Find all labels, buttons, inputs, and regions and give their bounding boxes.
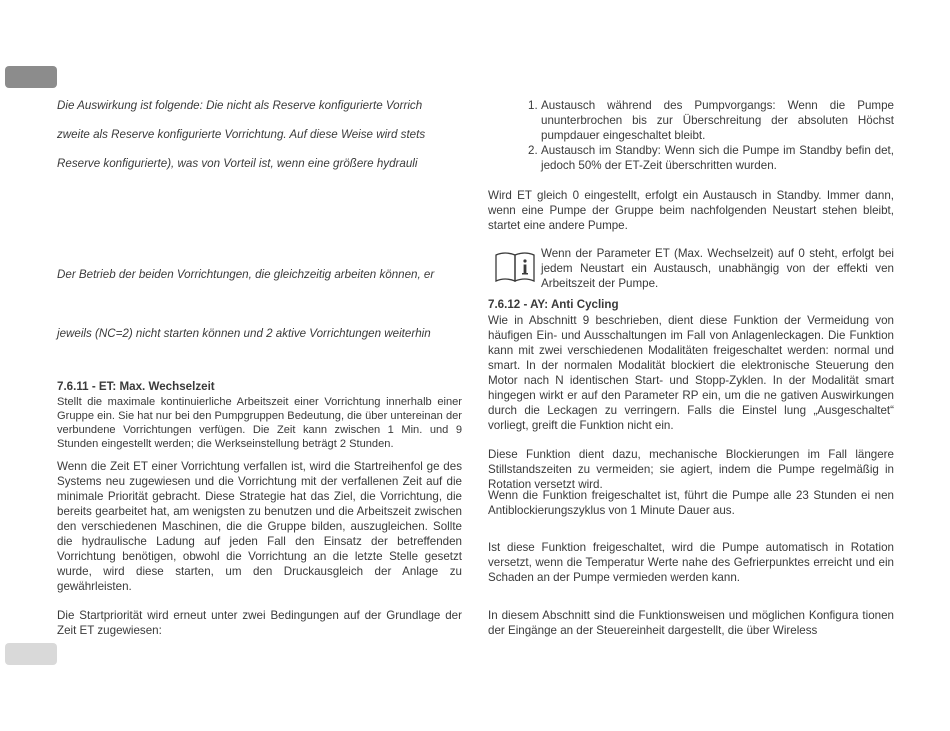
list-number: 1. <box>528 99 538 112</box>
et-explanation: Wenn die Zeit ET einer Vorrichtung verfallen ist, wird die Startreihenfol ge des Systems neu zugewiesen und die Vorrichtung mit der verfallenen Zeit auf die minimale Priorität gebracht. Diese Strategie hat das Ziel, die Vorrichtung, die bereits gearbeitet hat, am wenigsten zu benutzen und die Arbeitszeit zwischen den verschiedenen Maschinen, die die Gruppe bilden, auszugleichen. Sollte die hydraulische Ladung auf jeden Fall den Einsatz der betreffenden Vorrichtung benötigen, obwohl die Vorrichtung an die letzte Stelle gesetzt wurde, wird diese starten, um den Druckausgleich der Anlage zu gewährleisten. <box>57 460 462 593</box>
list-item <box>528 143 894 173</box>
et-zero-text: Wird ET gleich 0 eingestellt, erfolgt ein Austausch in Standby. Immer dann, wenn eine Pumpe der Gruppe beim nachfolgenden Neustart stehen bleibt, startet eine andere Pumpe. <box>488 189 894 232</box>
italic-line: jeweils (NC=2) nicht starten können und 2 aktive Vorrichtungen weiterhin <box>57 327 431 340</box>
list-text: Austausch während des Pumpvorgangs: Wenn die Pumpe ununterbrochen bis zur Überschreitung der absoluten Höchst pumpdauer eingeschaltet bleibt. <box>541 99 894 142</box>
book-info-icon <box>494 249 536 283</box>
info-note <box>494 246 894 292</box>
antifreeze-text: Ist diese Funktion freigeschaltet, wird die Pumpe automatisch in Rotation versetzt, wenn die Temperatur Werte nahe des Gefrierpunktes erreicht und ein Schaden an der Pumpe vermieden werden kann. <box>488 541 894 584</box>
italic-line: Der Betrieb der beiden Vorrichtungen, die gleichzeitig arbeiten können, er <box>57 268 435 281</box>
list-item <box>528 98 894 143</box>
page-tab-marker-bottom <box>5 643 57 665</box>
ay-description: Wie in Abschnitt 9 beschrieben, dient diese Funktion der Vermeidung von häufigen Ein- und Ausschaltungen im Fall von Anlagenleckagen. Die Funktion kann mit zwei verschiedenen Modalitäten freigeschaltet werden: normal und smart. In der normalen Modalität blockiert die elektronische Steuerung den Motor nach N identischen Start- und Stopp-Zyklen. In der Modalität smart hingegen wirkt er auf den Parameter RP ein, um die ne gativen Auswirkungen durch die Leckagen zu verringern. Falls die Einstel lung „Ausgeschaltet“ vorliegt, greift die Funktion nicht ein. <box>488 314 894 432</box>
list-number: 2. <box>528 144 538 157</box>
page-tab-marker <box>5 66 57 88</box>
condition-list <box>528 98 894 173</box>
list-text: Austausch im Standby: Wenn sich die Pumpe im Standby befin det, jedoch 50% der ET-Zeit überschritten wurden. <box>541 144 894 172</box>
et-priority-text: Die Startpriorität wird erneut unter zwei Bedingungen auf der Grundlage der Zeit ET zugewiesen: <box>57 609 462 637</box>
antiblock-text: Diese Funktion dient dazu, mechanische Blockierungen im Fall längere Stillstandszeiten zu vermeiden; sie agiert, indem die Pumpe regelmäßig in Rotation versetzt wird. <box>488 448 894 491</box>
italic-line: Reserve konfigurierte), was von Vorteil ist, wenn eine größere hydrauli <box>57 157 418 170</box>
info-note-text: Wenn der Parameter ET (Max. Wechselzeit) auf 0 steht, erfolgt bei jedem Neustart ein Austausch, unabhängig von der effekti ven Arbeitszeit der Pumpe. <box>541 247 894 290</box>
et-description: Stellt die maximale kontinuierliche Arbeitszeit einer Vorrichtung innerhalb einer Gruppe ein. Sie hat nur bei den Pumpgruppen Bedeutung, die über untereinan der verbundene Vorrichtungen verfügen. Die Zeit kann zwischen 1 Min. und 9 Stunden eingestellt werden; die Werkseinstellung beträgt 2 Stunden. <box>57 396 462 450</box>
section-heading-et: 7.6.11 - ET: Max. Wechselzeit <box>57 380 215 393</box>
antiblock-cycle-text: Wenn die Funktion freigeschaltet ist, führt die Pumpe alle 23 Stunden ei nen Antiblockierungszyklus von 1 Minute Dauer aus. <box>488 489 894 517</box>
italic-line: zweite als Reserve konfigurierte Vorrichtung. Auf diese Weise wird stets <box>57 128 426 141</box>
io-section-text: In diesem Abschnitt sind die Funktionsweisen und möglichen Konfigura tionen der Eingänge an der Steuereinheit dargestellt, die über Wireless <box>488 609 894 637</box>
italic-line: Die Auswirkung ist folgende: Die nicht als Reserve konfigurierte Vorrich <box>57 99 423 112</box>
section-heading-ay: 7.6.12 - AY: Anti Cycling <box>488 298 619 311</box>
